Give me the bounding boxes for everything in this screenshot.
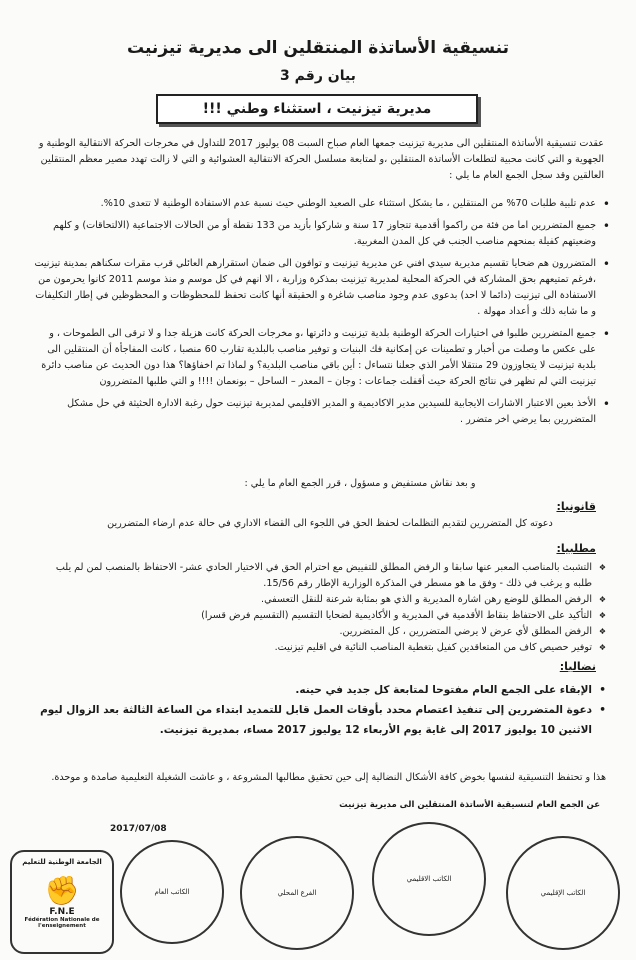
- signature-line: عن الجمع العام لتنسيقية الأساتذة المنتقلين الى مديرية تيزنيت: [339, 800, 600, 810]
- local-branch-stamp: [240, 836, 354, 950]
- decision-intro: و بعد نقاش مستفيض و مسؤول ، قرر الجمع العام ما يلي :: [244, 478, 476, 489]
- demands-heading: مطلبيا:: [556, 542, 596, 555]
- findings-list: [30, 196, 610, 434]
- fist-icon: ✊: [44, 874, 80, 907]
- list-item: ❖ التشبث بالمناصب المعبر عنها سابقا و الرفض المطلق للتفييض مع احترام الحق في الاختيار الحادي عشر- الاحتفاظ بالمنصب لمن لم يلب طلبه و يرغب في ذلك - وفق ما هو مسطر في المذكرة الوزارية الإطار رقم 15/56.: [40, 560, 606, 592]
- list-item: • جميع المتضررين اما من فئة من راكموا أقدمية تتجاوز 17 سنة و شاركوا بأزيد من 133 نقطة أو من الحالات الاجتماعية (الالتحاقات) و كلهم وضعيتهم كفيلة بمنحهم مناصب الجنب في كل المدن المغربية.: [30, 218, 610, 250]
- fne-stamp: [10, 850, 114, 954]
- list-item: • دعوة المتضررين إلى تنفيذ اعتصام محدد بأوقات العمل قابل للتمديد ابتداء من الساعة الثالثة بعد الزوال ليوم الاثنين 10 يوليوز 2017 إلى غاية يوم الأربعاء 12 يوليوز 2017 مساء، بمديرية تيزنيت.: [30, 700, 606, 740]
- legal-heading: قانونيا:: [556, 500, 596, 513]
- document-title: تنسيقية الأساتذة المنتقلين الى مديرية تيزنيت: [127, 38, 509, 58]
- fne-label: F.N.E: [49, 907, 75, 917]
- list-item: • جميع المتضررين طلبوا في اختيارات الحركة الوطنية بلدية تيزنيت و دائرتها ،و مخرجات الحركة كانت هزيلة جدا و لا ترقى الى الطموحات ، و على عكس ما وصلت من أخبار و تطمينات عن إمكانية فك البنيات و توفير مناصب بالبلدية تقارب 60 منصبا ، كانت المفاجأة أن المنتقلين الى بلدية تيزنيت لا يتجاوزون 29 منتقلا الأمر الذي جعلنا نتساءل : أين باقي مناصب البلدية؟ و لماذا تم اخفاؤها؟ هذا دون الحديث عن مناصب دائرة تيزنيت التي لم تظهر في نتائج الحركة حيث أقفلت جماعات : وجان – المعدر – الساحل – بونعمان !!!! و التي طلبها المتضررون: [30, 326, 610, 390]
- final-paragraph: هذا و تحتفظ التنسيقية لنفسها بخوض كافة الأشكال النضالية إلى حين تحقيق مطالبها المشروعة ، و عاشت الشغيلة التعليمية صامدة و موحدة.: [51, 772, 606, 783]
- struggle-heading: نضاليا:: [559, 660, 596, 673]
- stamp-label: الكاتب العام: [154, 888, 190, 896]
- fne-french: Fédération Nationale de l'enseignement: [24, 917, 100, 929]
- demands-list: [40, 560, 606, 656]
- list-item: ❖ التأكيد على الاحتفاظ بنقاط الأقدمية في المديرية و الأكاديمية لضحايا التقسيم (التقسيم فرض قسرا): [40, 608, 606, 624]
- statement-number: بيان رقم 3: [280, 68, 356, 84]
- document-date: 2017/07/08: [110, 824, 167, 834]
- list-item: ❖ الرفض المطلق للوضع رهن اشارة المديرية و الذي هو بمثابة شرعنة للنقل التعسفي.: [40, 592, 606, 608]
- provincial-stamp: [506, 836, 620, 950]
- intro-paragraph: عقدت تنسيقية الأساتذة المنتقلين الى مديرية تيزنيت جمعها العام صباح السبت 08 يوليوز 2017 للتداول في مخرجات الحركة الانتقالية الوطنية و الجهوية و التي كانت محبية لتطلعات الأساتذة المنتقلين ،و لمتابعة مسلسل الحركة الانتقالية العشوائية و التي لا زالت تهدد مصير معظم المنتقلين العالقين وقد سجل الجمع العام ما يلي :: [38, 138, 604, 181]
- stamp-label: الكاتب الاقليمي: [406, 875, 452, 883]
- legal-text: دعوته كل المتضررين لتقديم التظلمات لحفظ الحق في اللجوء الى القضاء الاداري في حالة عدم ارضاء المتضررين: [107, 518, 553, 529]
- list-item: • الإبقاء على الجمع العام مفتوحا لمتابعة كل جديد في حينه.: [30, 680, 606, 700]
- general-secretary-stamp: [120, 840, 224, 944]
- list-item: • عدم تلبية طلبات 70% من المنتقلين ، ما يشكل استثناء على الصعيد الوطني حيث نسبة عدم الاستفادة الوطنية لا تتعدى 10%.: [30, 196, 610, 212]
- stamp-label: الفرع المحلي: [277, 889, 317, 897]
- list-item: ❖ الرفض المطلق لأي عرض لا يرضي المتضررين ، كل المتضررين.: [40, 624, 606, 640]
- list-item: • الأخذ بعين الاعتبار الاشارات الايجابية للسيدين مدير الاكاديمية و المدير الاقليمي لمديرية تيزنيت حول رغبة الادارة الحثيثة في حل مشكل المتضررين بما يرضي اخر متضرر .: [30, 396, 610, 428]
- list-item: • المتضررون هم ضحايا تقسيم مديرية سيدي افني عن مديرية تيزنيت و توافون الى ضمان استقرارهم العائلي قرب مقرات سكناهم بمدينة تيزنيت ،فرغم تمتيعهم بحق المشاركة في الحركة المحلية لمديرية تيزنيت بمذكرة وزارية ، الا انهم في كل موسم و منذ موسم 2011 كانوا يحرمون من الاستفادة الى تيزنيت (دائما لا احد) بدعوى عدم وجود مناصب شاغرة و الحقيقة أنها كانت تحفظ للمحظوظات و المحظوظين في إطار التكليفات و ما شابه ذلك و أعداد مهولة .: [30, 256, 610, 320]
- stamp-label: الكاتب الإقليمي: [540, 889, 586, 897]
- regional-stamp: [372, 822, 486, 936]
- struggle-list: [30, 680, 606, 740]
- list-item: ❖ توفير حصيص كاف من المتعاقدين كفيل بتغطية المناصب النائية في اقليم تيزنيت.: [40, 640, 606, 656]
- boxed-heading: مديرية تيزنيت ، استثناء وطني !!!: [156, 94, 478, 124]
- fne-stamp-arabic: الجامعة الوطنية للتعليم: [22, 858, 102, 866]
